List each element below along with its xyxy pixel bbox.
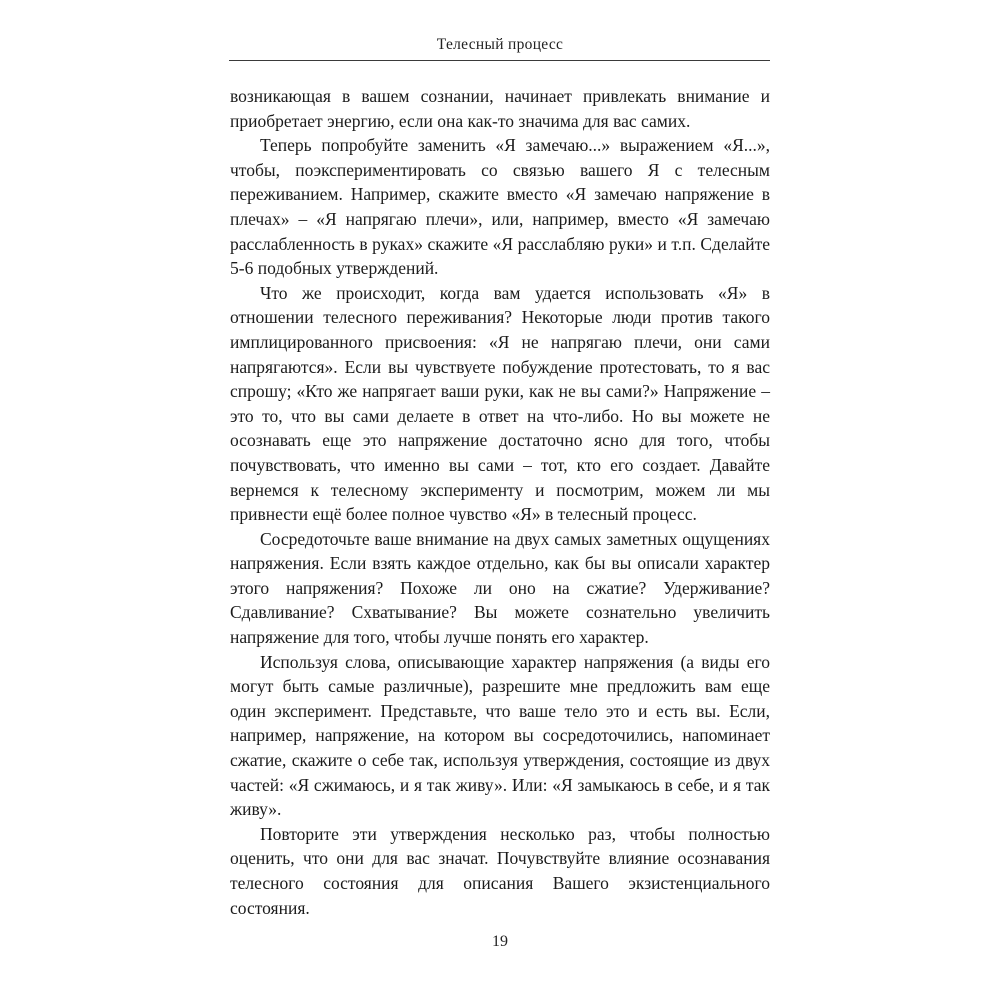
paragraph: Повторите эти утверждения несколько раз, чтобы полностью оценить, что они для вас значат. Почувствуйте влияние осознавания телесного состояния для описания Вашего экзистенциального состояния.: [230, 823, 770, 918]
running-header: Телесный процесс: [436, 36, 564, 53]
page-body: [230, 84, 770, 920]
paragraph: возникающая в вашем сознании, начинает привлекать внимание и приобретает энергию, если она как-то значима для вас самих.: [230, 86, 770, 131]
paragraph: Используя слова, описывающие характер напряжения (а виды его могут быть самые различные), разрешите мне предложить вам еще один эксперимент. Представьте, что ваше тело это и есть вы. Если, например, напряжение, на котором вы сосредоточились, напоминает сжатие, скажите о себе так, используя утверждения, состоящие из двух частей: «Я сжимаюсь, и я так живу». Или: «Я замыкаюсь в себе, и я так живу».: [230, 651, 770, 820]
paragraph: Что же происходит, когда вам удается использовать «Я» в отношении телесного переживания? Некоторые люди против такого имплицированного присвоения: «Я не напрягаю плечи, они сами напрягаются». Если вы чувствуете побуждение протестовать, то я вас спрошу; «Кто же напрягает ваши руки, как не вы сами?» Напряжение – это то, что вы сами делаете в ответ на что-либо. Но вы можете не осознавать еще это напряжение достаточно ясно для того, чтобы почувствовать, что именно вы сами – тот, кто его создает. Давайте вернемся к телесному эксперименту и посмотрим, можем ли мы привнести ещё более полное чувство «Я» в телесный процесс.: [230, 282, 770, 525]
paragraph: Сосредоточьте ваше внимание на двух самых заметных ощущениях напряжения. Если взять каждое отдельно, как бы вы описали характер этого напряжения? Похоже ли оно на сжатие? Удерживание? Сдавливание? Схватывание? Вы можете сознательно увеличить напряжение для того, чтобы лучше понять его характер.: [230, 528, 770, 648]
page-number: 19: [492, 933, 508, 950]
header-divider: [229, 60, 770, 61]
paragraph: Теперь попробуйте заменить «Я замечаю...» выражением «Я...», чтобы, поэкспериментировать со связью вашего Я с телесным переживанием. Например, скажите вместо «Я замечаю напряжение в плечах» – «Я напрягаю плечи», или, например, вместо «Я замечаю расслабленность в руках» скажите «Я расслабляю руки» и т.п. Сделайте 5-6 подобных утверждений.: [230, 135, 770, 279]
